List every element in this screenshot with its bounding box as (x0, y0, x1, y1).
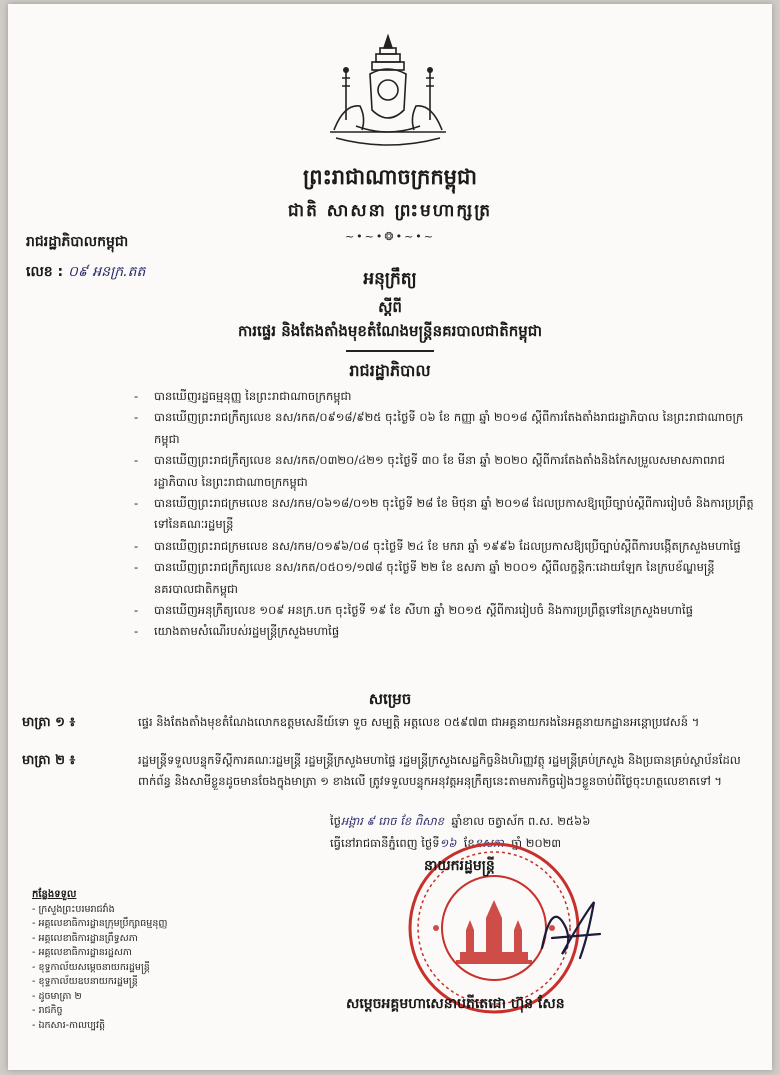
list-item: - រាជកិច្ច (32, 1005, 63, 1016)
list-item: - បានឃើញព្រះរាជក្រឹត្យលេខ នស/រកត/០៥០១/១៧៨ ចុះថ្ងៃទី ២២ ខែ ឧសភា ឆ្នាំ ២០០១ ស្តីពីលក្ខន្តិកៈដោយឡែក នៃក្របខ័ណ្ឌមន្ត្រីនគរបាលជាតិកម្ពុជា (134, 560, 715, 596)
list-item: - បានឃើញអនុក្រឹត្យលេខ ១០៩ អនក្រ.បក ចុះថ្ងៃទី ១៩ ខែ សីហា ឆ្នាំ ២០១៥ ស្តីពីការរៀបចំ និងការប្រព្រឹត្តទៅនៃក្រសួងមហាផ្ទៃ (134, 603, 693, 618)
article-text: ផ្ទេរ និងតែងតាំងមុខតំណែងលោកឧត្តមសេនីយ៍ទោ ទួច សម្បត្តិ អត្តលេខ ០៥៩៧៣ ជាអគ្គនាយករងនៃអគ្គនាយកដ្ឋានអន្តោប្រវេសន៍ ។ (138, 715, 700, 729)
recipients-title: កន្លែងទទួល (32, 889, 77, 900)
signatory-name: សម្តេចអគ្គមហាសេនាបតីតេជោ ហ៊ុន សែន (346, 996, 565, 1012)
signatory-title: នាយករដ្ឋមន្ត្រី (424, 858, 495, 874)
list-item: - អគ្គលេខាធិការដ្ឋានរដ្ឋសភា (32, 947, 132, 958)
signature-icon (522, 888, 618, 968)
decree-document (8, 4, 772, 1070)
place-date: ធ្វើនៅរាជធានីភ្នំពេញ ថ្ងៃទី១៦ ខែឧសភា ឆ្នាំ ២០២៣ (330, 836, 562, 850)
list-item: - ខុទ្ទកាល័យឧបនាយករដ្ឋមន្ត្រី (32, 976, 138, 987)
recipients-list (32, 888, 252, 1033)
list-item: - អគ្គលេខាធិការដ្ឋានព្រឹទ្ធសភា (32, 932, 138, 944)
lunar-date: ថ្ងៃអង្គារ ៩ រោច ខែ ពិសាខ ឆ្នាំខាល ចត្វាស័ក ព.ស. ២៥៦៦ (330, 814, 591, 828)
article-2 (22, 750, 758, 792)
list-item: - បានឃើញព្រះរាជក្រមលេខ នស/រកម/០១៩៦/០៨ ចុះថ្ងៃទី ២៤ ខែ មករា ឆ្នាំ ១៩៩៦ ដែលប្រកាសឱ្យប្រើច្បាប់ស្តីពីការបង្កើតក្រសួងមហាផ្ទៃ (134, 538, 741, 553)
considerations-list (134, 386, 754, 643)
kingdom-name: ព្រះរាជាណាចក្រកម្ពុជា (302, 165, 477, 189)
list-item: - បានឃើញព្រះរាជក្រឹត្យលេខ នស/រកត/០៩១៨/៩២៥ ចុះថ្ងៃទី ០៦ ខែ កញ្ញា ឆ្នាំ ២០១៨ ស្តីពីការតែងតាំងរាជរដ្ឋាភិបាល នៃព្រះរាជាណាចក្រកម្ពុជា (134, 410, 744, 446)
list-item: - ឯកសារ-កាលប្បវត្តិ (32, 1019, 106, 1031)
article-text: រដ្ឋមន្ត្រីទទួលបន្ទុកទីស្តីការគណៈរដ្ឋមន្ត្រី រដ្ឋមន្ត្រីក្រសួងមហាផ្ទៃ រដ្ឋមន្ត្រីក្រសួងសេដ្ឋកិច្ចនិងហិរញ្ញវត្ថុ រដ្ឋមន្ត្រីគ្រប់ក្រសួង និងប្រធានគ្រប់ស្ថាប័នដែលពាក់ព័ន្ធ និងសាមីខ្លួនដូចមានចែងក្នុងមាត្រា ១ ខាងលើ ត្រូវទទួលបន្ទុកអនុវត្តអនុក្រឹត្យនេះតាមភារកិច្ចរៀងៗខ្លួនចាប់ពីថ្ងៃចុះហត្ថលេខាតទៅ ។ (138, 753, 741, 788)
ornament-divider: ~•~•❂•~•~ (344, 230, 436, 243)
list-item: - ក្រសួងព្រះបរមរាជវាំង (32, 903, 115, 915)
decree-on: ស្តីពី (378, 298, 402, 316)
list-item: - ខុទ្ទកាល័យសម្តេចនាយករដ្ឋមន្ត្រី (32, 961, 150, 973)
list-item: - បានឃើញរដ្ឋធម្មនុញ្ញ នៃព្រះរាជាណាចក្រកម្ពុជា (134, 389, 352, 403)
list-item: - បានឃើញព្រះរាជក្រមលេខ នស/រកម/០៦១៨/០១២ ចុះថ្ងៃទី ២៨ ខែ មិថុនា ឆ្នាំ ២០១៨ ដែលប្រកាសឱ្យប្រើច្បាប់ស្តីពីការរៀបចំ និងការប្រព្រឹត្តទៅនៃគណៈរដ្ឋមន្ត្រី (134, 496, 754, 532)
decree-number-label: លេខ : (26, 264, 69, 280)
decree-subject: ការផ្ទេរ និងតែងតាំងមុខតំណែងមន្ត្រីនគរបាលជាតិកម្ពុជា (237, 322, 543, 340)
body-heading: រាជរដ្ឋាភិបាល (349, 361, 431, 380)
decides-heading: សម្រេច (368, 690, 412, 708)
list-item: - ដូចមាត្រា ២ (32, 990, 82, 1002)
title-divider (346, 350, 434, 352)
article-label: មាត្រា ២ ៖ (22, 753, 76, 768)
issuing-government: រាជរដ្ឋាភិបាលកម្ពុជា (26, 234, 129, 250)
royal-coat-of-arms-icon (326, 34, 450, 152)
decree-number-handwritten: ០៩ អនក្រ.តត (68, 264, 146, 280)
national-motto: ជាតិ សាសនា ព្រះមហាក្សត្រ (287, 201, 493, 221)
list-item: - យោងតាមសំណើរបស់រដ្ឋមន្ត្រីក្រសួងមហាផ្ទៃ (134, 624, 340, 639)
article-1 (22, 712, 758, 733)
list-item: - អគ្គលេខាធិការដ្ឋានក្រុមប្រឹក្សាធម្មនុញ្ញ (32, 918, 168, 929)
article-label: មាត្រា ១ ៖ (22, 715, 76, 730)
decree-title: អនុក្រឹត្យ (363, 269, 417, 289)
list-item: - បានឃើញព្រះរាជក្រឹត្យលេខ នស/រកត/០៣២០/៤២១ ចុះថ្ងៃទី ៣០ ខែ មីនា ឆ្នាំ ២០២០ ស្តីពីការតែងតាំងនិងកែសម្រួលសមាសភាពរាជរដ្ឋាភិបាល នៃព្រះរាជាណាចក្រកម្ពុជា (134, 453, 725, 489)
